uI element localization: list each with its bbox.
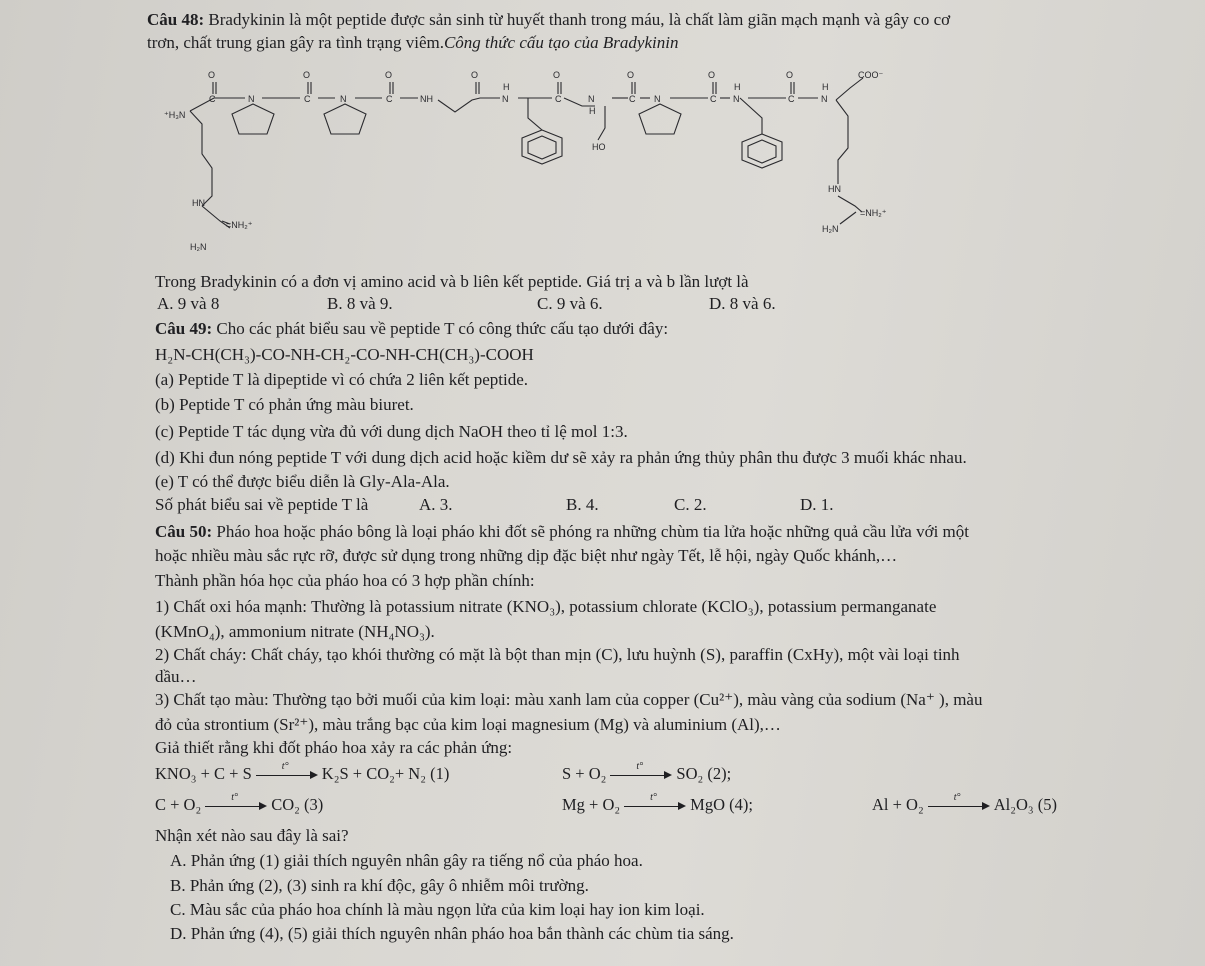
- q49-option-c: C. 2.: [674, 495, 707, 514]
- q48-number: Câu 48:: [147, 10, 205, 29]
- amide-h-8: H: [822, 82, 829, 92]
- q48-option-a: A. 9 và 8: [157, 294, 220, 313]
- amide-n-4: N: [502, 94, 509, 104]
- amide-n-2: N: [340, 94, 347, 104]
- reaction-arrow: t°: [610, 769, 672, 781]
- q50-option-b: B. Phản ứng (2), (3) sinh ra khí độc, gây ô nhiễm môi trường.: [170, 876, 589, 895]
- carbonyl-c-7: C: [710, 94, 717, 104]
- q49-number: Câu 49:: [155, 319, 213, 338]
- amide-n-1: N: [248, 94, 255, 104]
- reaction-4: Mg + O₂ t° MgO (4);: [562, 792, 753, 814]
- q50-option-c: C. Màu sắc của pháo hoa chính là màu ngọn lửa của kim loại hay ion kim loại.: [170, 900, 705, 919]
- q49-statement-a: (a) Peptide T là dipeptide vì có chứa 2 liên kết peptide.: [155, 370, 529, 389]
- q50-line-9: đỏ của strontium (Sr²⁺), màu trắng bạc của kim loại magnesium (Mg) và aluminium (Al),…: [155, 715, 781, 734]
- amide-h-7: H: [734, 82, 741, 92]
- q49-option-d: D. 1.: [800, 495, 834, 514]
- q48-line-2: trơn, chất trung gian gây ra tình trạng viêm.Công thức cấu tạo của Bradykinin: [147, 33, 679, 52]
- q48-option-d: D. 8 và 6.: [709, 294, 776, 313]
- reaction-5: Al + O₂ t° Al₂O₃ (5): [872, 792, 1058, 814]
- carbonyl-c-5: C: [555, 94, 562, 104]
- ser-ho-label: HO: [592, 142, 606, 152]
- q49-statement-b: (b) Peptide T có phản ứng màu biuret.: [155, 395, 414, 414]
- carbonyl-o-7: O: [708, 70, 716, 80]
- q50-option-d: D. Phản ứng (4), (5) giải thích nguyên nhân pháo hoa bắn thành các chùm tia sáng.: [170, 924, 734, 943]
- q50-line-1: Câu 50: Pháo hoa hoặc pháo bông là loại pháo khi đốt sẽ phóng ra những chùm tia lửa hoặc những quả cầu lửa với một: [155, 522, 969, 541]
- q50-line-4: 1) Chất oxi hóa mạnh: Thường là potassium nitrate (KNO₃), potassium chlorate (KClO₃), potassium permanganate: [155, 597, 937, 616]
- arg1-h2n-label: H₂N: [190, 242, 207, 252]
- carbonyl-o-1: O: [208, 70, 216, 80]
- arg1-nh2-label: =NH₂⁺: [226, 220, 253, 230]
- carboxylate-label: COO⁻: [858, 70, 884, 80]
- amide-n-7: N: [733, 94, 740, 104]
- reaction-arrow: t°: [256, 769, 318, 781]
- q48-question: Trong Bradykinin có a đơn vị amino acid và b liên kết peptide. Giá trị a và b lần lượt là: [155, 272, 749, 291]
- q49-statement-d: (d) Khi đun nóng peptide T với dung dịch acid hoặc kiềm dư sẽ xảy ra phản ứng thủy phân thu được 3 muối khác nhau.: [155, 448, 967, 467]
- reaction-arrow: t°: [205, 800, 267, 812]
- arg9-h2n-label: H₂N: [822, 224, 839, 234]
- reaction-arrow: t°: [928, 800, 990, 812]
- bradykinin-structure-diagram: [150, 56, 910, 261]
- carbonyl-o-5: O: [553, 70, 561, 80]
- carbonyl-c-6: C: [629, 94, 636, 104]
- q50-ask: Nhận xét nào sau đây là sai?: [155, 826, 349, 845]
- q49-ask: Số phát biểu sai về peptide T là: [155, 495, 369, 514]
- q49-statement-e: (e) T có thể được biểu diễn là Gly-Ala-Ala.: [155, 472, 450, 491]
- arg9-nh2-label: =NH₂⁺: [860, 208, 887, 218]
- reaction-3: C + O₂ t° CO₂ (3): [155, 792, 324, 814]
- amide-n-6: N: [654, 94, 661, 104]
- q50-line-5: (KMnO₄), ammonium nitrate (NH₄NO₃).: [155, 622, 435, 641]
- amide-nh-3: NH: [420, 94, 433, 104]
- carbonyl-c-2: C: [304, 94, 311, 104]
- carbonyl-c-3: C: [386, 94, 393, 104]
- q50-line-3: Thành phần hóa học của pháo hoa có 3 hợp phần chính:: [155, 571, 535, 590]
- carbonyl-c-8: C: [788, 94, 795, 104]
- carbonyl-o-8: O: [786, 70, 794, 80]
- q48-option-c: C. 9 và 6.: [537, 294, 603, 313]
- q48-line-1: Câu 48: Bradykinin là một peptide được sản sinh từ huyết thanh trong máu, là chất làm giãn mạch mạnh và gây co cơ: [147, 10, 951, 29]
- q50-line-10: Giả thiết rằng khi đốt pháo hoa xảy ra các phản ứng:: [155, 738, 513, 757]
- reaction-arrow: t°: [624, 800, 686, 812]
- carbonyl-o-2: O: [303, 70, 311, 80]
- q48-option-b: B. 8 và 9.: [327, 294, 393, 313]
- q50-line-8: 3) Chất tạo màu: Thường tạo bởi muối của kim loại: màu xanh lam của copper (Cu²⁺), màu vàng của sodium (Na⁺ ), màu: [155, 690, 983, 709]
- amide-n-8: N: [821, 94, 828, 104]
- q49-line-1: Câu 49: Cho các phát biểu sau về peptide T có công thức cấu tạo dưới đây:: [155, 319, 669, 338]
- reaction-1: KNO₃ + C + S t° K₂S + CO₂+ N₂ (1): [155, 761, 450, 783]
- reaction-2: S + O₂ t° SO₂ (2);: [562, 761, 732, 783]
- amide-h-5: H: [589, 106, 596, 116]
- q49-statement-c: (c) Peptide T tác dụng vừa đủ với dung dịch NaOH theo tỉ lệ mol 1:3.: [155, 422, 628, 441]
- q49-option-b: B. 4.: [566, 495, 599, 514]
- carbonyl-o-3: O: [385, 70, 393, 80]
- carbonyl-c-1: C: [209, 94, 216, 104]
- q50-line-7: dầu…: [155, 667, 197, 686]
- carbonyl-o-6: O: [627, 70, 635, 80]
- q49-option-a: A. 3.: [419, 495, 453, 514]
- n-terminus-label: ⁺H₃N: [164, 110, 186, 120]
- q50-line-6: 2) Chất cháy: Chất cháy, tạo khói thường có mặt là bột than mịn (C), lưu huỳnh (S), paraffin (CxHy), một vài loại tinh: [155, 645, 960, 664]
- arg9-hn-label: HN: [828, 184, 841, 194]
- carbonyl-o-4: O: [471, 70, 479, 80]
- amide-h-4: H: [503, 82, 510, 92]
- q50-option-a: A. Phản ứng (1) giải thích nguyên nhân gây ra tiếng nổ của pháo hoa.: [170, 851, 643, 870]
- q50-number: Câu 50:: [155, 522, 213, 541]
- q49-formula: H₂N-CH(CH₃)-CO-NH-CH₂-CO-NH-CH(CH₃)-COOH: [155, 345, 534, 364]
- arg1-hn-label: HN: [192, 198, 205, 208]
- q50-line-2: hoặc nhiều màu sắc rực rỡ, được sử dụng trong những dịp đặc biệt như ngày Tết, lễ hội, ngày Quốc khánh,…: [155, 546, 898, 565]
- amide-n-5: N: [588, 94, 595, 104]
